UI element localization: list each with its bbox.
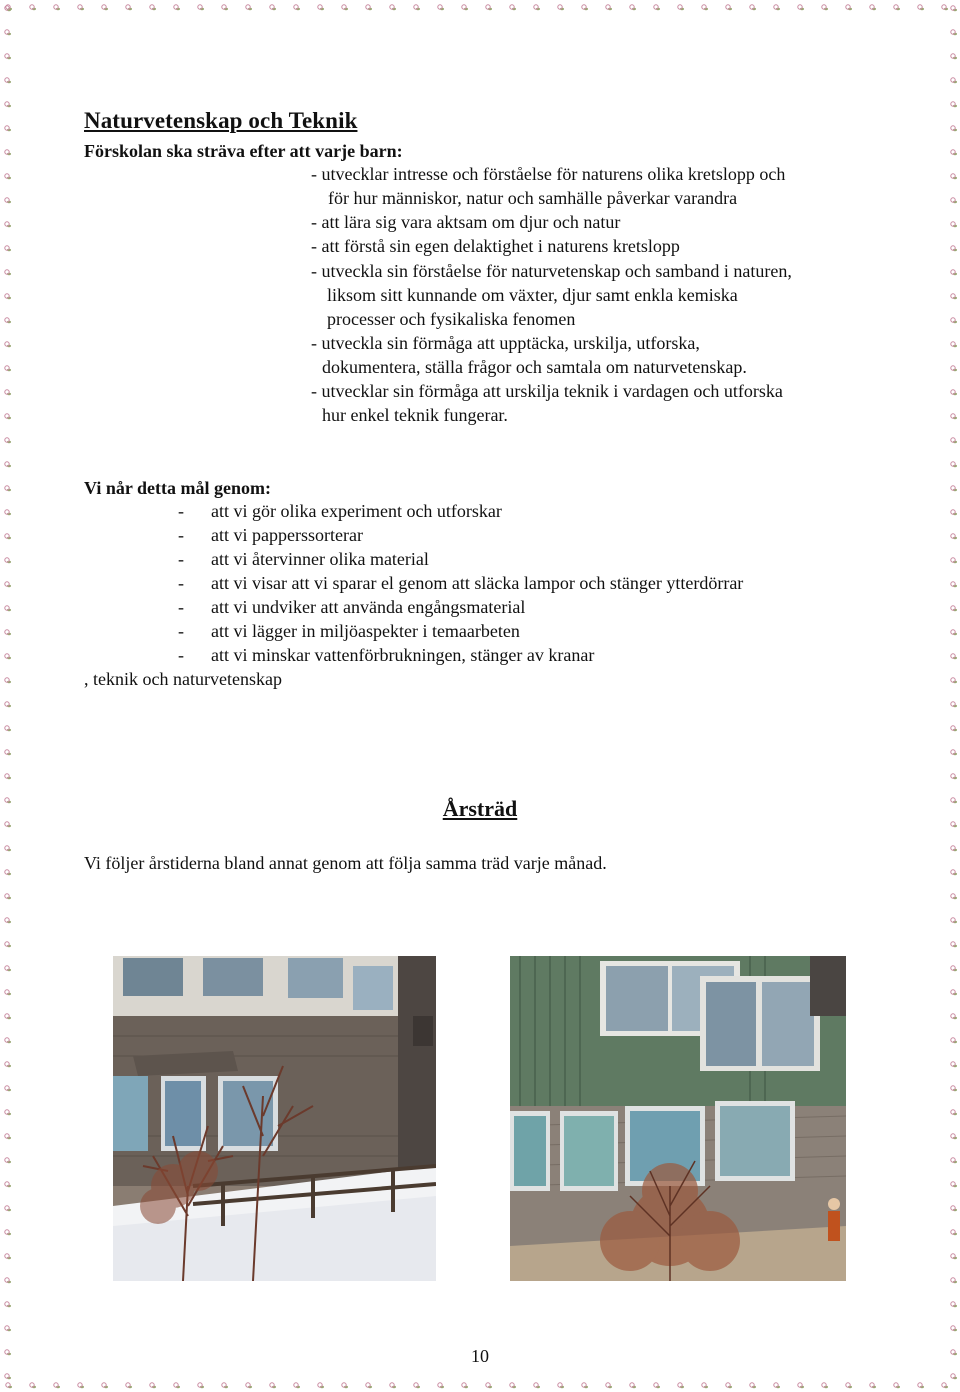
border-flower-motif: [951, 894, 957, 899]
border-flower-motif: [582, 5, 588, 10]
border-flower-motif: [5, 1158, 11, 1163]
border-flower-motif: [951, 1278, 957, 1283]
border-flower-motif: [5, 1278, 11, 1283]
goal-line: liksom sitt kunnande om växter, djur samt enkla kemiska: [327, 285, 738, 305]
border-flower-motif: [5, 558, 11, 563]
border-flower-motif: [951, 822, 957, 827]
border-flower-motif: [5, 870, 11, 875]
border-flower-motif: [5, 390, 11, 395]
border-flower-motif: [951, 702, 957, 707]
border-flower-motif: [5, 702, 11, 707]
border-flower-motif: [798, 1383, 804, 1388]
border-flower-motif: [750, 1383, 756, 1388]
border-flower-motif: [951, 942, 957, 947]
border-flower-motif: [78, 1383, 84, 1388]
border-flower-motif: [951, 1374, 957, 1379]
border-flower-motif: [462, 1383, 468, 1388]
border-flower-motif: [951, 438, 957, 443]
border-flower-motif: [951, 1206, 957, 1211]
goal-line: - utveckla sin förståelse för naturvetenskap och samband i naturen,: [311, 261, 792, 281]
border-flower-motif: [5, 294, 11, 299]
border-flower-motif: [951, 462, 957, 467]
border-flower-motif: [951, 102, 957, 107]
border-flower-motif: [366, 5, 372, 10]
border-flower-motif: [702, 5, 708, 10]
border-flower-motif: [414, 1383, 420, 1388]
border-flower-motif: [5, 414, 11, 419]
border-flower-motif: [726, 5, 732, 10]
border-flower-motif: [951, 1038, 957, 1043]
border-flower-motif: [5, 678, 11, 683]
border-flower-motif: [951, 630, 957, 635]
goal-line: - att förstå sin egen delaktighet i naturens kretslopp: [311, 236, 680, 256]
border-flower-motif: [5, 1254, 11, 1259]
border-flower-motif: [951, 1230, 957, 1235]
border-flower-motif: [822, 5, 828, 10]
border-flower-motif: [5, 1086, 11, 1091]
border-flower-motif: [5, 582, 11, 587]
list-item-text: att vi lägger in miljöaspekter i temaarbeten: [211, 621, 520, 641]
border-flower-motif: [222, 1383, 228, 1388]
border-flower-motif: [726, 1383, 732, 1388]
border-flower-motif: [654, 5, 660, 10]
border-flower-motif: [414, 5, 420, 10]
border-flower-motif: [5, 6, 11, 11]
border-flower-motif: [5, 510, 11, 515]
floral-border-left: [0, 0, 14, 1392]
border-flower-motif: [510, 5, 516, 10]
border-flower-motif: [951, 1062, 957, 1067]
border-flower-motif: [5, 1302, 11, 1307]
floral-border-right: [946, 0, 960, 1392]
border-flower-motif: [5, 198, 11, 203]
border-flower-motif: [951, 1302, 957, 1307]
border-flower-motif: [5, 534, 11, 539]
goals-heading: Förskolan ska sträva efter att varje barn:: [84, 141, 403, 161]
border-flower-motif: [951, 1014, 957, 1019]
border-flower-motif: [870, 1383, 876, 1388]
border-flower-motif: [606, 1383, 612, 1388]
border-flower-motif: [951, 582, 957, 587]
border-flower-motif: [342, 5, 348, 10]
border-flower-motif: [5, 438, 11, 443]
border-flower-motif: [951, 1110, 957, 1115]
border-flower-motif: [894, 5, 900, 10]
border-flower-motif: [951, 294, 957, 299]
list-dash: -: [178, 549, 184, 569]
border-flower-motif: [951, 1182, 957, 1187]
border-flower-motif: [951, 966, 957, 971]
list-item-text: att vi visar att vi sparar el genom att släcka lampor och stänger ytterdörrar: [211, 573, 744, 593]
goal-line: för hur människor, natur och samhälle påverkar varandra: [328, 188, 738, 208]
border-flower-motif: [5, 318, 11, 323]
border-flower-motif: [30, 5, 36, 10]
floral-border-top: [0, 0, 960, 14]
border-flower-motif: [678, 5, 684, 10]
border-flower-motif: [150, 1383, 156, 1388]
border-flower-motif: [5, 1062, 11, 1067]
border-flower-motif: [951, 198, 957, 203]
border-flower-motif: [534, 5, 540, 10]
border-flower-motif: [951, 678, 957, 683]
border-flower-motif: [918, 5, 924, 10]
border-flower-motif: [5, 270, 11, 275]
border-flower-motif: [198, 1383, 204, 1388]
border-flower-motif: [846, 5, 852, 10]
border-flower-motif: [5, 822, 11, 827]
border-flower-motif: [270, 1383, 276, 1388]
list-item-text: att vi undviker att använda engångsmaterial: [211, 597, 526, 617]
border-flower-motif: [294, 1383, 300, 1388]
list-dash: -: [178, 573, 184, 593]
border-flower-motif: [126, 5, 132, 10]
border-flower-motif: [951, 6, 957, 11]
border-flower-motif: [951, 870, 957, 875]
border-flower-motif: [951, 150, 957, 155]
border-flower-motif: [678, 1383, 684, 1388]
border-flower-motif: [5, 1038, 11, 1043]
border-flower-motif: [951, 534, 957, 539]
border-flower-motif: [438, 5, 444, 10]
border-flower-motif: [5, 126, 11, 131]
border-flower-motif: [5, 486, 11, 491]
border-flower-motif: [5, 774, 11, 779]
border-flower-motif: [5, 1110, 11, 1115]
list-dash: -: [178, 621, 184, 641]
border-flower-motif: [951, 846, 957, 851]
border-flower-motif: [5, 174, 11, 179]
border-flower-motif: [951, 174, 957, 179]
border-flower-motif: [702, 1383, 708, 1388]
border-flower-motif: [5, 654, 11, 659]
border-flower-motif: [150, 5, 156, 10]
border-flower-motif: [294, 5, 300, 10]
list-item-text: att vi minskar vattenförbrukningen, stänger av kranar: [211, 645, 595, 665]
border-flower-motif: [342, 1383, 348, 1388]
border-flower-motif: [102, 1383, 108, 1388]
methods-heading: Vi når detta mål genom:: [84, 478, 271, 498]
border-flower-motif: [951, 750, 957, 755]
border-flower-motif: [846, 1383, 852, 1388]
border-flower-motif: [5, 1206, 11, 1211]
border-flower-motif: [5, 726, 11, 731]
page-title: Naturvetenskap och Teknik: [84, 108, 358, 133]
border-flower-motif: [5, 918, 11, 923]
border-flower-motif: [870, 5, 876, 10]
border-flower-motif: [5, 342, 11, 347]
border-flower-motif: [630, 1383, 636, 1388]
border-flower-motif: [951, 510, 957, 515]
border-flower-motif: [951, 246, 957, 251]
border-flower-motif: [951, 54, 957, 59]
goal-line: - utveckla sin förmåga att upptäcka, urskilja, utforska,: [311, 333, 700, 353]
border-flower-motif: [654, 1383, 660, 1388]
border-flower-motif: [78, 5, 84, 10]
border-flower-motif: [534, 1383, 540, 1388]
border-flower-motif: [174, 1383, 180, 1388]
border-flower-motif: [5, 990, 11, 995]
border-flower-motif: [390, 1383, 396, 1388]
border-flower-motif: [951, 1158, 957, 1163]
border-flower-motif: [5, 462, 11, 467]
border-flower-motif: [951, 366, 957, 371]
border-flower-motif: [126, 1383, 132, 1388]
border-flower-motif: [5, 150, 11, 155]
border-flower-motif: [951, 1326, 957, 1331]
list-dash: -: [178, 597, 184, 617]
border-flower-motif: [558, 5, 564, 10]
border-flower-motif: [951, 1254, 957, 1259]
border-flower-motif: [366, 1383, 372, 1388]
border-flower-motif: [774, 5, 780, 10]
border-flower-motif: [5, 366, 11, 371]
border-flower-motif: [951, 318, 957, 323]
border-flower-motif: [5, 894, 11, 899]
border-flower-motif: [390, 5, 396, 10]
goal-line: hur enkel teknik fungerar.: [322, 405, 508, 425]
border-flower-motif: [222, 5, 228, 10]
goal-line: - utvecklar intresse och förståelse för naturens olika kretslopp och: [311, 164, 786, 184]
goal-line: - att lära sig vara aktsam om djur och natur: [311, 212, 621, 232]
border-flower-motif: [951, 1086, 957, 1091]
border-flower-motif: [5, 1014, 11, 1019]
border-flower-motif: [318, 5, 324, 10]
list-item-text: att vi återvinner olika material: [211, 549, 429, 569]
list-dash: -: [178, 525, 184, 545]
border-flower-motif: [774, 1383, 780, 1388]
border-flower-motif: [951, 390, 957, 395]
border-flower-motif: [30, 1383, 36, 1388]
border-flower-motif: [270, 5, 276, 10]
border-flower-motif: [951, 990, 957, 995]
border-flower-motif: [951, 726, 957, 731]
border-flower-motif: [951, 606, 957, 611]
border-flower-motif: [54, 5, 60, 10]
border-flower-motif: [486, 5, 492, 10]
border-flower-motif: [951, 78, 957, 83]
methods-trailing-text: , teknik och naturvetenskap: [84, 669, 282, 689]
border-flower-motif: [5, 846, 11, 851]
border-flower-motif: [5, 1134, 11, 1139]
border-flower-motif: [5, 102, 11, 107]
border-flower-motif: [5, 222, 11, 227]
border-flower-motif: [951, 126, 957, 131]
border-flower-motif: [750, 5, 756, 10]
goal-line: - utvecklar sin förmåga att urskilja teknik i vardagen och utforska: [311, 381, 783, 401]
border-flower-motif: [951, 486, 957, 491]
border-flower-motif: [5, 966, 11, 971]
border-flower-motif: [5, 78, 11, 83]
border-flower-motif: [630, 5, 636, 10]
border-flower-motif: [54, 1383, 60, 1388]
list-dash: -: [178, 501, 184, 521]
border-flower-motif: [198, 5, 204, 10]
border-flower-motif: [918, 1383, 924, 1388]
border-flower-motif: [5, 750, 11, 755]
border-flower-motif: [951, 342, 957, 347]
border-flower-motif: [5, 1374, 11, 1379]
border-flower-motif: [951, 414, 957, 419]
border-flower-motif: [5, 1182, 11, 1187]
border-flower-motif: [606, 5, 612, 10]
border-flower-motif: [798, 5, 804, 10]
border-flower-motif: [5, 246, 11, 251]
border-flower-motif: [951, 270, 957, 275]
spring-school-building-photo: [510, 956, 846, 1281]
border-flower-motif: [5, 30, 11, 35]
winter-school-building-photo: [113, 956, 436, 1281]
border-flower-motif: [951, 654, 957, 659]
border-flower-motif: [318, 1383, 324, 1388]
border-flower-motif: [5, 1230, 11, 1235]
border-flower-motif: [951, 222, 957, 227]
border-flower-motif: [951, 30, 957, 35]
border-flower-motif: [246, 5, 252, 10]
border-flower-motif: [486, 1383, 492, 1388]
tree-section-text: Vi följer årstiderna bland annat genom att följa samma träd varje månad.: [84, 853, 607, 873]
border-flower-motif: [822, 1383, 828, 1388]
floral-border-bottom: [0, 1378, 960, 1392]
list-dash: -: [178, 645, 184, 665]
border-flower-motif: [951, 774, 957, 779]
border-flower-motif: [5, 1326, 11, 1331]
border-flower-motif: [582, 1383, 588, 1388]
border-flower-motif: [951, 1134, 957, 1139]
goal-line: processer och fysikaliska fenomen: [327, 309, 576, 329]
border-flower-motif: [951, 918, 957, 923]
border-flower-motif: [438, 1383, 444, 1388]
border-flower-motif: [102, 5, 108, 10]
border-flower-motif: [5, 630, 11, 635]
border-flower-motif: [951, 558, 957, 563]
border-flower-motif: [174, 5, 180, 10]
list-item-text: att vi papperssorterar: [211, 525, 363, 545]
goal-line: dokumentera, ställa frågor och samtala om naturvetenskap.: [322, 357, 747, 377]
list-item-text: att vi gör olika experiment och utforskar: [211, 501, 502, 521]
page-number: 10: [471, 1346, 489, 1366]
border-flower-motif: [894, 1383, 900, 1388]
border-flower-motif: [5, 54, 11, 59]
border-flower-motif: [5, 606, 11, 611]
tree-section-heading: Årsträd: [442, 796, 518, 821]
border-flower-motif: [510, 1383, 516, 1388]
border-flower-motif: [246, 1383, 252, 1388]
border-flower-motif: [462, 5, 468, 10]
border-flower-motif: [558, 1383, 564, 1388]
border-flower-motif: [5, 942, 11, 947]
